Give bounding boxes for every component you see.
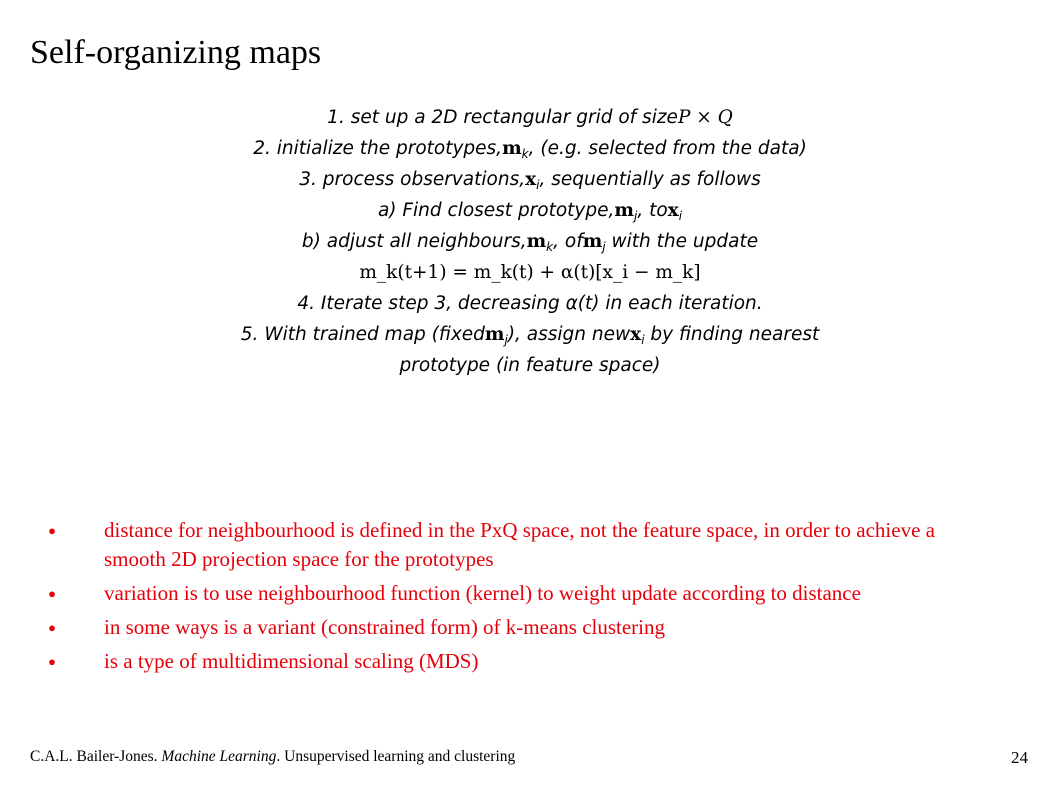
footer-citation: C.A.L. Bailer-Jones. Machine Learning. Unsupervised learning and clustering [30, 748, 516, 765]
bullet-dot-icon: ● [48, 586, 56, 601]
algorithm-step-2: 2. initialize the $prototypes,m_k$, (e.g. selected from the data) [253, 138, 807, 161]
algorithm-step-4: 4. Iterate step 3, decreasing α(t) in each iteration. [297, 293, 763, 314]
algorithm-step-5: 5. With trained map (fixedm$_j$), assign newx$_i$ by finding nearest [240, 324, 820, 347]
slide-title: Self-organizing maps [30, 34, 322, 71]
algorithm-steps [100, 102, 960, 381]
bullet-item: ● distance for neighbourhood is defined in the PxQ space, not the feature space, in order to achieve a smooth 2D projection space for the prototypes [40, 516, 1000, 574]
page-number: 24 [1011, 748, 1028, 767]
algorithm-step-5-continued: prototype (in feature space) [399, 355, 661, 376]
update-equation: m_k(t+1) = m_k(t) + α(t)[x_i − m_k] [359, 262, 701, 283]
bullet-item: ● is a type of multidimensional scaling (MDS) [40, 647, 1000, 676]
algorithm-step-3b: b) adjust all $neighbours,m_k$, ofm$_j$ with the update [301, 231, 759, 254]
algorithm-step-3: 3. process $observations,x_i$, sequentially as follows [299, 169, 761, 192]
algorithm-step-3a: a) Find closest $prototype,m_j$, tox$_i$ [377, 200, 683, 223]
bullet-item: ● in some ways is a variant (constrained form) of k-means clustering [40, 613, 1000, 642]
bullet-dot-icon: ● [48, 654, 56, 669]
bullet-item: ● variation is to use neighbourhood function (kernel) to weight update according to distance [40, 579, 1000, 608]
grid-size: P × Q [677, 107, 733, 128]
bullet-dot-icon: ● [48, 523, 56, 538]
bullet-dot-icon: ● [48, 620, 56, 635]
algorithm-step-1: 1. set up a 2D rectangular grid of sizeP × Q [327, 107, 733, 128]
bullet-list [40, 516, 1000, 681]
